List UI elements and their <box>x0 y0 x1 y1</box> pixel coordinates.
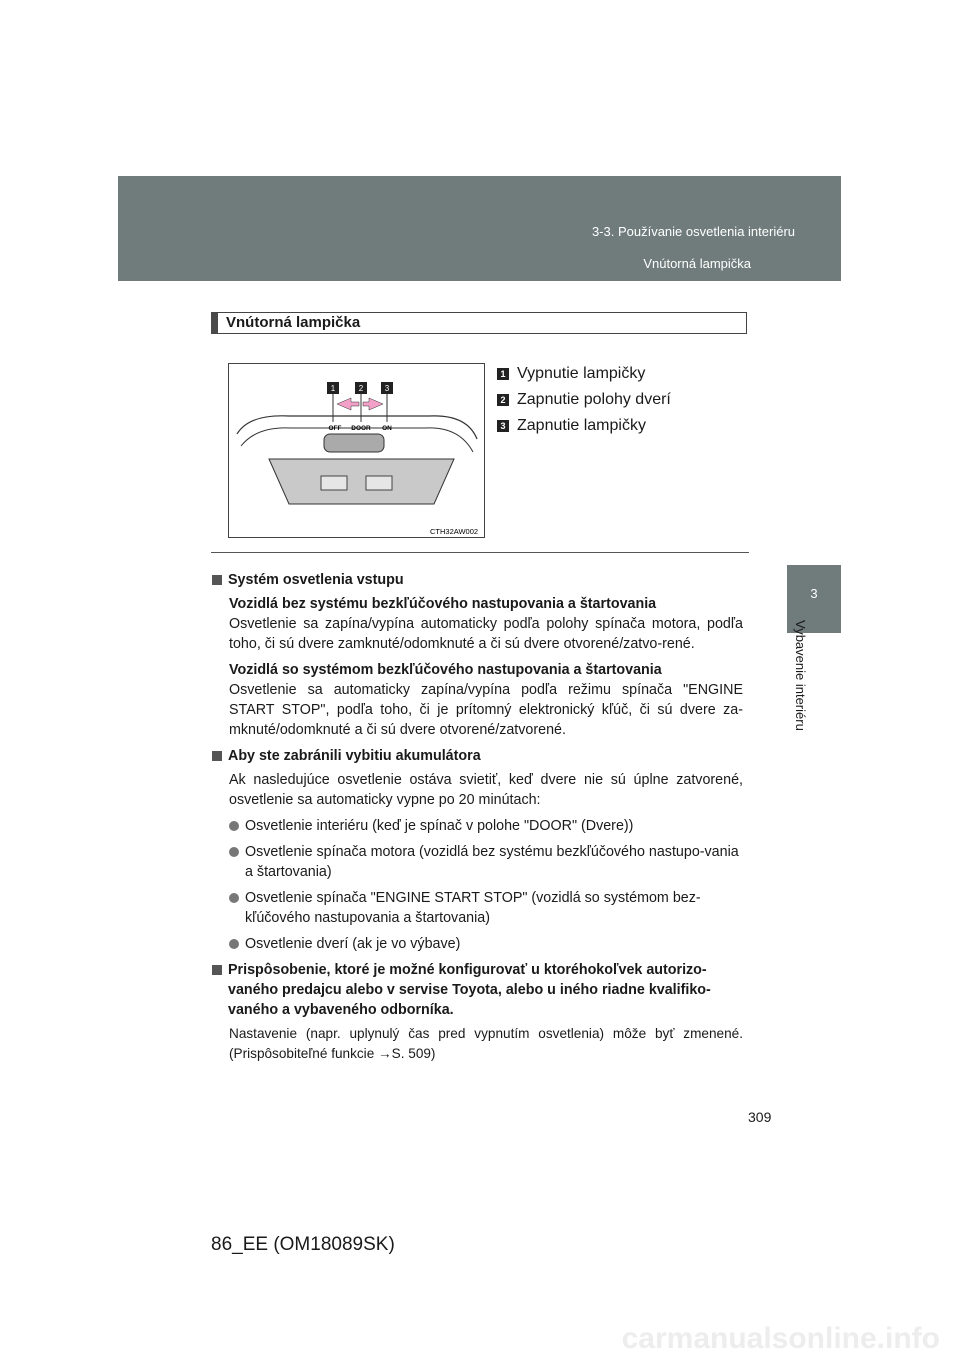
header-section-title: 3-3. Používanie osvetlenia interiéru <box>591 224 795 239</box>
section-title: Vnútorná lampička <box>211 312 747 334</box>
switch-off-label: OFF <box>328 425 342 432</box>
bullet-dot-icon <box>229 939 239 949</box>
legend-text: Vypnutie lampičky <box>517 365 646 382</box>
list-item: Osvetlenie spínača "ENGINE START STOP" (vozidlá so systémom bez-kľúčového nastupovania a štartovania) <box>229 888 743 928</box>
callout-3: 3 <box>384 384 390 393</box>
paragraph-no-smart-key: Osvetlenie sa zapína/vypína automaticky podľa polohy spínača motora, podľa toho, či sú dvere zamknuté/odomknuté a či sú dvere otvorené/zatvo-rené. <box>229 616 743 652</box>
dome-light-illustration <box>229 364 484 537</box>
subheading-smart-key: Vozidlá so systémom bezkľúčového nastupovania a štartovania <box>229 662 662 678</box>
dome-light-figure <box>228 363 485 538</box>
callout-2: 2 <box>358 384 364 393</box>
switch-door-label: DOOR <box>351 425 371 432</box>
legend-number: 1 <box>497 368 509 380</box>
legend-number: 3 <box>497 420 509 432</box>
paragraph-smart-key: Osvetlenie sa automaticky zapína/vypína podľa režimu spínača "ENGINE START STOP", podľa toho, či je prítomný elektronický kľúč, či sú dvere za-mknuté/odomknuté a či sú dvere otvorené/zatvorené. <box>229 682 743 738</box>
callout-1: 1 <box>330 384 336 393</box>
legend-item <box>497 387 671 413</box>
square-bullet-icon <box>212 965 222 975</box>
legend-item <box>497 413 671 439</box>
legend-text: Zapnutie polohy dverí <box>517 391 671 408</box>
square-bullet-icon <box>212 751 222 761</box>
paragraph-battery-intro: Ak nasledujúce osvetlenie ostáva svietiť, keď dvere nie sú úplne zatvorené, osvetlenie sa automaticky vypne po 20 minútach: <box>229 772 743 808</box>
legend-number: 2 <box>497 394 509 406</box>
subheading-no-smart-key: Vozidlá bez systému bezkľúčového nastupovania a štartovania <box>229 596 657 612</box>
list-item: Osvetlenie dverí (ak je vo výbave) <box>229 934 743 954</box>
body-content <box>211 570 743 1070</box>
chapter-number: 3 <box>810 586 818 601</box>
header-topic: Vnútorná lampička <box>643 256 751 271</box>
chapter-label: Vybavenie interiéru <box>793 620 808 731</box>
bullet-dot-icon <box>229 847 239 857</box>
figure-legend <box>497 361 671 439</box>
heading-customization: Prispôsobenie, ktoré je možné konfigurovať u ktoréhokoľvek autorizo-vaného predajcu alebo v servise Toyota, alebo u iného riadne kvalifiko-vaného a vybaveného odborníka. <box>211 960 743 1020</box>
heading-battery-saver: Aby ste zabránili vybitiu akumulátora <box>211 746 743 766</box>
list-item: Osvetlenie spínača motora (vozidlá bez systému bezkľúčového nastupo-vania a štartovania) <box>229 842 743 882</box>
watermark-logo <box>0 1312 960 1358</box>
heading-entry-lighting: Systém osvetlenia vstupu <box>211 570 743 590</box>
page-number: 309 <box>748 1109 772 1125</box>
divider <box>211 552 749 553</box>
document-code: 86_EE (OM18089SK) <box>211 1234 395 1255</box>
header-band <box>118 176 841 281</box>
switch-on-label: ON <box>382 425 392 432</box>
figure-code: CTH32AW002 <box>430 527 479 536</box>
bullet-dot-icon <box>229 821 239 831</box>
legend-item <box>497 361 671 387</box>
list-item: Osvetlenie interiéru (keď je spínač v polohe "DOOR" (Dvere)) <box>229 816 743 836</box>
paragraph-customization: Nastavenie (napr. uplynulý čas pred vypnutím osvetlenia) môže byť zmenené. (Prispôsobiteľné funkcie →S. 509) <box>229 1026 743 1061</box>
legend-text: Zapnutie lampičky <box>517 417 646 434</box>
watermark-text: carmanualsonline.info <box>621 1322 940 1355</box>
square-bullet-icon <box>212 575 222 585</box>
bullet-dot-icon <box>229 893 239 903</box>
